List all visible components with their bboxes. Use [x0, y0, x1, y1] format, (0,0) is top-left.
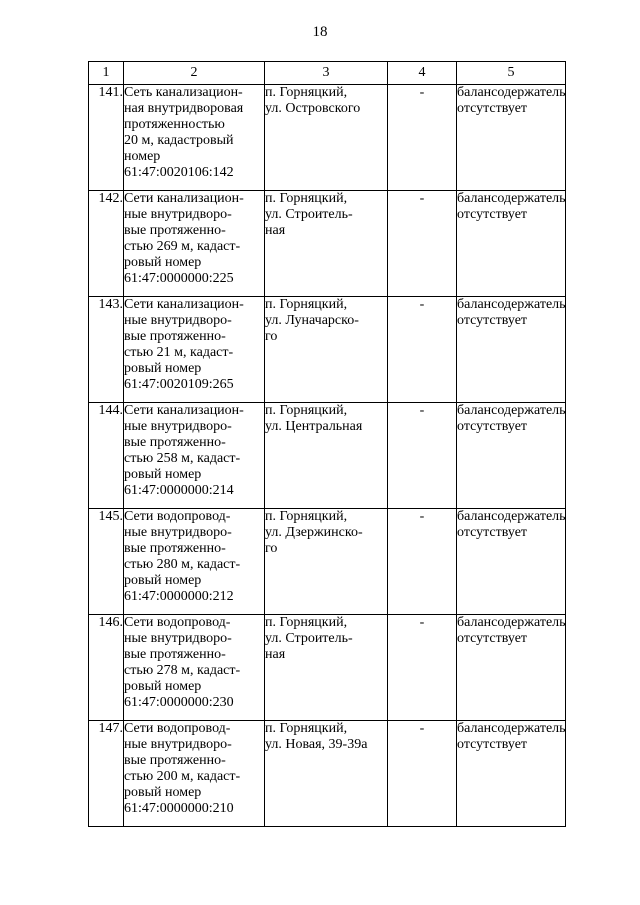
object-name-line: вые протяженно-	[124, 753, 226, 768]
page-number: 18	[312, 24, 328, 40]
address-line: ул. Строитель-	[265, 207, 353, 222]
object-name-line: вые протяженно-	[124, 329, 226, 344]
object-name-line: Сети водопровод-	[124, 721, 231, 736]
address-line: го	[265, 329, 278, 344]
address-cell	[265, 191, 388, 297]
object-name-cell	[124, 191, 265, 297]
address-line: п. Горняцкий,	[265, 509, 348, 524]
object-name-line: 61:47:0020109:265	[124, 377, 234, 392]
balance-holder-line: балансодержатель	[457, 191, 566, 206]
object-name-line: 61:47:0000000:225	[124, 271, 234, 286]
balance-holder-line: отсутствует	[457, 313, 528, 328]
object-name-line: ровый номер	[124, 361, 202, 376]
column-4-cell: -	[388, 403, 457, 509]
row-number: 144.	[89, 403, 124, 509]
object-name-cell	[124, 721, 265, 827]
column-header-5: 5	[457, 62, 566, 85]
property-registry-table	[88, 61, 566, 827]
balance-holder-line: балансодержатель	[457, 615, 566, 630]
object-name-cell	[124, 615, 265, 721]
object-name-line: ные внутридворо-	[124, 207, 232, 222]
balance-holder-line: балансодержатель	[457, 297, 566, 312]
address-line: п. Горняцкий,	[265, 85, 348, 100]
object-name-line: номер	[124, 149, 161, 164]
object-name-line: стью 280 м, кадаст-	[124, 557, 241, 572]
object-name-line: Сети водопровод-	[124, 615, 231, 630]
balance-holder-line: балансодержатель	[457, 403, 566, 418]
table-row	[89, 297, 566, 403]
column-header-1: 1	[89, 62, 124, 85]
object-name-line: стью 21 м, кадаст-	[124, 345, 234, 360]
object-name-line: ные внутридворо-	[124, 737, 232, 752]
table-row	[89, 191, 566, 297]
object-name-line: ровый номер	[124, 573, 202, 588]
table-row	[89, 721, 566, 827]
object-name-line: 61:47:0020106:142	[124, 165, 234, 180]
column-4-cell: -	[388, 615, 457, 721]
address-line: ул. Луначарско-	[265, 313, 359, 328]
column-4-cell: -	[388, 721, 457, 827]
balance-holder-line: отсутствует	[457, 525, 528, 540]
address-line: ул. Дзержинско-	[265, 525, 363, 540]
address-line: п. Горняцкий,	[265, 297, 348, 312]
address-cell	[265, 85, 388, 191]
address-cell	[265, 297, 388, 403]
balance-holder-cell	[457, 509, 566, 615]
balance-holder-line: балансодержатель	[457, 509, 566, 524]
object-name-line: протяженностью	[124, 117, 225, 132]
address-cell	[265, 509, 388, 615]
column-4-cell: -	[388, 509, 457, 615]
balance-holder-cell	[457, 191, 566, 297]
column-header-3: 3	[265, 62, 388, 85]
balance-holder-line: отсутствует	[457, 101, 528, 116]
address-line: п. Горняцкий,	[265, 191, 348, 206]
object-name-line: ные внутридворо-	[124, 631, 232, 646]
object-name-line: 61:47:0000000:212	[124, 589, 234, 604]
object-name-cell	[124, 509, 265, 615]
balance-holder-line: отсутствует	[457, 631, 528, 646]
balance-holder-cell	[457, 297, 566, 403]
address-cell	[265, 615, 388, 721]
object-name-line: ровый номер	[124, 785, 202, 800]
object-name-line: ровый номер	[124, 467, 202, 482]
row-number: 146.	[89, 615, 124, 721]
column-header-2: 2	[124, 62, 265, 85]
object-name-line: Сети канализацион-	[124, 297, 244, 312]
object-name-cell	[124, 403, 265, 509]
object-name-line: стью 269 м, кадаст-	[124, 239, 241, 254]
balance-holder-line: отсутствует	[457, 207, 528, 222]
object-name-line: 61:47:0000000:214	[124, 483, 234, 498]
address-line: го	[265, 541, 278, 556]
address-line: п. Горняцкий,	[265, 403, 348, 418]
object-name-line: стью 258 м, кадаст-	[124, 451, 241, 466]
row-number: 145.	[89, 509, 124, 615]
object-name-line: вые протяженно-	[124, 223, 226, 238]
address-line: ул. Строитель-	[265, 631, 353, 646]
object-name-line: 61:47:0000000:210	[124, 801, 234, 816]
balance-holder-line: балансодержатель	[457, 85, 566, 100]
address-line: п. Горняцкий,	[265, 721, 348, 736]
object-name-line: ные внутридворо-	[124, 525, 232, 540]
object-name-line: Сети канализацион-	[124, 403, 244, 418]
column-4-cell: -	[388, 297, 457, 403]
object-name-line: ные внутридворо-	[124, 313, 232, 328]
object-name-line: 20 м, кадастровый	[124, 133, 234, 148]
table-header-row	[89, 62, 566, 85]
table-row	[89, 615, 566, 721]
column-4-cell: -	[388, 85, 457, 191]
row-number: 143.	[89, 297, 124, 403]
balance-holder-line: отсутствует	[457, 737, 528, 752]
address-line: ул. Новая, 39-39а	[265, 737, 368, 752]
address-line: ная	[265, 647, 286, 662]
balance-holder-cell	[457, 721, 566, 827]
object-name-line: вые протяженно-	[124, 435, 226, 450]
balance-holder-line: балансодержатель	[457, 721, 566, 736]
object-name-line: ные внутридворо-	[124, 419, 232, 434]
address-cell	[265, 403, 388, 509]
address-line: ул. Центральная	[265, 419, 363, 434]
row-number: 142.	[89, 191, 124, 297]
table-row	[89, 403, 566, 509]
address-line: п. Горняцкий,	[265, 615, 348, 630]
object-name-line: вые протяженно-	[124, 647, 226, 662]
balance-holder-line: отсутствует	[457, 419, 528, 434]
object-name-cell	[124, 297, 265, 403]
object-name-line: ровый номер	[124, 679, 202, 694]
address-line: ул. Островского	[265, 101, 361, 116]
row-number: 147.	[89, 721, 124, 827]
column-header-4: 4	[388, 62, 457, 85]
object-name-line: стью 278 м, кадаст-	[124, 663, 241, 678]
row-number: 141.	[89, 85, 124, 191]
object-name-line: вые протяженно-	[124, 541, 226, 556]
object-name-line: Сети водопровод-	[124, 509, 231, 524]
object-name-line: ровый номер	[124, 255, 202, 270]
column-4-cell: -	[388, 191, 457, 297]
object-name-line: 61:47:0000000:230	[124, 695, 234, 710]
balance-holder-cell	[457, 403, 566, 509]
object-name-cell	[124, 85, 265, 191]
object-name-line: ная внутридворовая	[124, 101, 244, 116]
table-row	[89, 509, 566, 615]
object-name-line: Сети канализацион-	[124, 191, 244, 206]
table-row	[89, 85, 566, 191]
balance-holder-cell	[457, 615, 566, 721]
address-line: ная	[265, 223, 286, 238]
balance-holder-cell	[457, 85, 566, 191]
address-cell	[265, 721, 388, 827]
object-name-line: стью 200 м, кадаст-	[124, 769, 241, 784]
object-name-line: Сеть канализацион-	[124, 85, 243, 100]
